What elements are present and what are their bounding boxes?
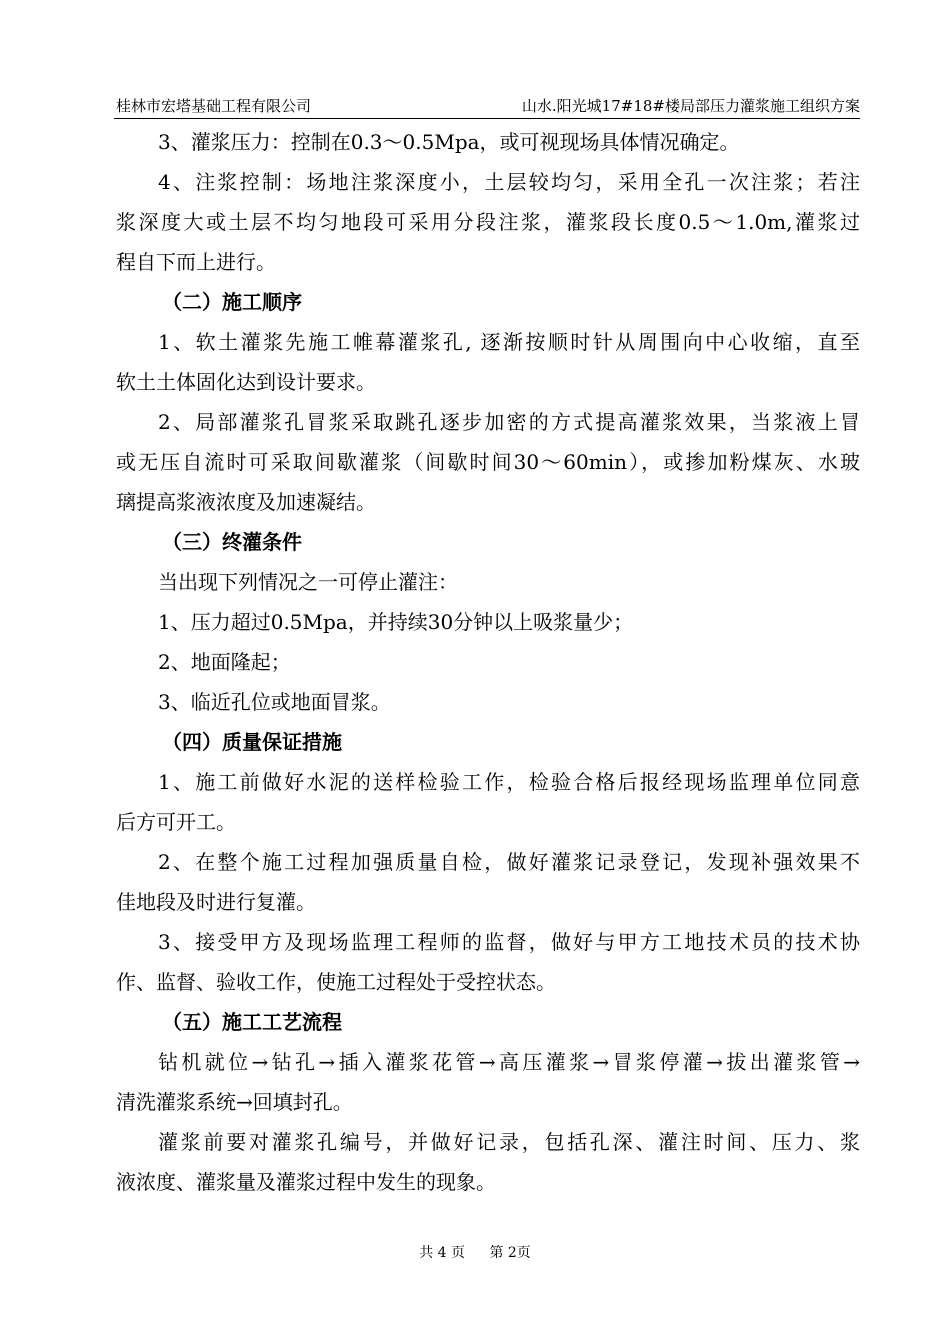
paragraph-line: 璃提高浆液浓度及加速凝结。 [116, 490, 376, 514]
list-item: 2、地面隆起； [158, 650, 291, 674]
header-company: 桂林市宏塔基础工程有限公司 [116, 97, 312, 115]
paragraph-line: 软土土体固化达到设计要求。 [116, 370, 376, 394]
paragraph-line: 程自下而上进行。 [116, 250, 276, 274]
page-number: 第 2页 [489, 1245, 531, 1261]
paragraph-line: 灌浆前要对灌浆孔编号，并做好记录，包括孔深、灌注时间、压力、浆 [158, 1130, 860, 1154]
paragraph-line: 浆深度大或土层不均匀地段可采用分段注浆，灌浆段长度0.5～1.0m,灌浆过 [116, 210, 860, 234]
paragraph-line: 1、软土灌浆先施工帷幕灌浆孔, 逐渐按顺时针从周围向中心收缩，直至 [158, 330, 860, 354]
paragraph-line: 佳地段及时进行复灌。 [116, 890, 316, 914]
paragraph-line: 清洗灌浆系统→回填封孔。 [116, 1090, 353, 1114]
section-heading: （三）终灌条件 [162, 530, 302, 554]
paragraph-line: 2、在整个施工过程加强质量自检，做好灌浆记录登记，发现补强效果不 [158, 850, 860, 874]
paragraph-line: 后方可开工。 [116, 810, 236, 834]
header-doc-title: 山水.阳光城17#18#楼局部压力灌浆施工组织方案 [521, 97, 860, 115]
paragraph-line: 3、灌浆压力：控制在0.3～0.5Mpa，或可视现场具体情况确定。 [158, 130, 740, 154]
page-footer [0, 1242, 950, 1262]
section-heading: （二）施工顺序 [162, 290, 302, 314]
paragraph-line: 钻机就位→钻孔→插入灌浆花管→高压灌浆→冒浆停灌→拔出灌浆管→ [158, 1050, 860, 1074]
list-item: 1、压力超过0.5Mpa，并持续30分钟以上吸浆量少； [158, 610, 634, 634]
paragraph-line: 4、注浆控制：场地注浆深度小，土层较均匀，采用全孔一次注浆；若注 [158, 170, 860, 194]
section-heading: （五）施工工艺流程 [162, 1010, 342, 1034]
section-heading: （四）质量保证措施 [162, 730, 342, 754]
paragraph-line: 作、监督、验收工作，使施工过程处于受控状态。 [116, 970, 556, 994]
paragraph-line: 1、施工前做好水泥的送样检验工作，检验合格后报经现场监理单位同意 [158, 770, 860, 794]
paragraph-line: 液浓度、灌浆量及灌浆过程中发生的现象。 [116, 1170, 496, 1194]
paragraph-line: 当出现下列情况之一可停止灌注： [158, 570, 458, 594]
document-body [116, 122, 860, 1202]
header-rule [114, 118, 860, 119]
page-header [116, 90, 860, 116]
page-total: 共 4 页 [419, 1245, 465, 1261]
paragraph-line: 2、局部灌浆孔冒浆采取跳孔逐步加密的方式提高灌浆效果，当浆液上冒 [158, 410, 860, 434]
paragraph-line: 或无压自流时可采取间歇灌浆（间歇时间30～60min），或掺加粉煤灰、水玻 [116, 450, 860, 474]
list-item: 3、临近孔位或地面冒浆。 [158, 690, 391, 714]
paragraph-line: 3、接受甲方及现场监理工程师的监督，做好与甲方工地技术员的技术协 [158, 930, 860, 954]
